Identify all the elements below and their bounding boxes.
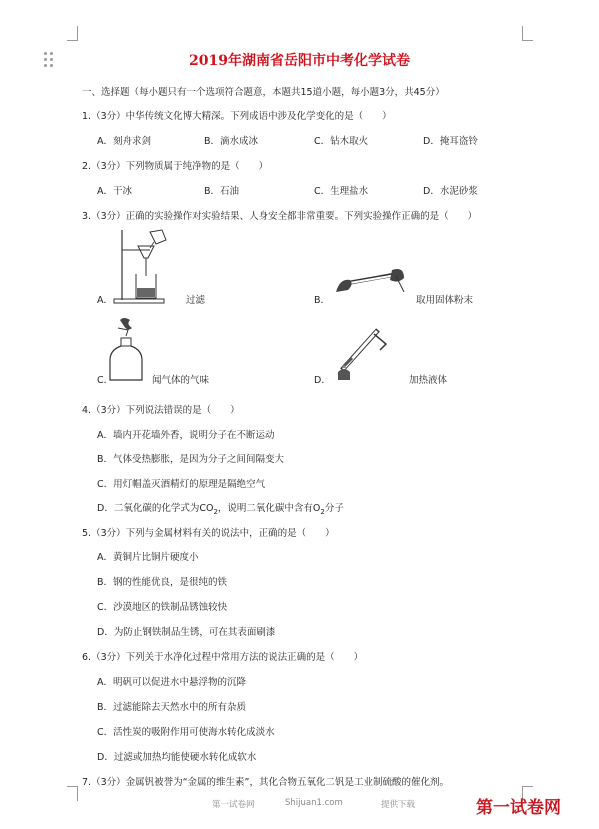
option-d-text: 分子 <box>324 503 344 514</box>
option-c: C．钻木取火 <box>314 136 369 147</box>
option-d <box>97 500 344 516</box>
option-b: B．滴水成冰 <box>204 136 259 147</box>
question-stem: 6.（3分）下列关于水净化过程中常用方法的说法正确的是（ ） <box>82 652 364 663</box>
footer-download-text: 提供下载 <box>381 800 416 810</box>
filtration-apparatus-figure <box>110 228 170 304</box>
section-heading: 一、选择题（每小题只有一个选项符合题意，本题共15道小题，每小题3分，共45分） <box>82 87 445 98</box>
option-c: C．活性炭的吸附作用可使海水转化成淡水 <box>97 727 275 738</box>
option-c: C．沙漠地区的铁制品锈蚀较快 <box>97 602 228 613</box>
heating-liquid-figure <box>334 322 390 384</box>
subscript: 2 <box>213 507 218 516</box>
option-a: A．明矾可以促进水中悬浮物的沉降 <box>97 677 246 688</box>
option-b: B．过滤能除去天然水中的所有杂质 <box>97 702 247 713</box>
option-d: D．掩耳盗铃 <box>423 136 478 147</box>
question-stem: 3.（3分）正确的实验操作对实验结果、人身安全都非常重要。下列实验操作正确的是（ ） <box>82 211 478 222</box>
option-a: A．墙内开花墙外香，说明分子在不断运动 <box>97 430 275 441</box>
option-d: D． <box>314 375 331 386</box>
page-corner-mark <box>67 786 78 801</box>
question-stem: 2.（3分）下列物质属于纯净物的是（ ） <box>82 161 269 172</box>
option-b: B． <box>314 295 331 306</box>
option-a: A． <box>97 295 113 306</box>
question-stem: 7.（3分）金属钒被誉为“金属的维生素”，其化合物五氧化二钒是工业制硫酸的催化剂。 <box>82 777 449 788</box>
option-d: D．过滤或加热均能使硬水转化成软水 <box>97 752 257 763</box>
figure-caption: 取用固体粉末 <box>416 295 474 306</box>
subscript: 2 <box>320 507 325 516</box>
option-d: D．为防止钢铁制品生锈，可在其表面刷漆 <box>97 627 276 638</box>
footer-site-url[interactable]: Shijuan1.com <box>285 798 343 808</box>
question-stem: 1.（3分）中华传统文化博大精深。下列成语中涉及化学变化的是（ ） <box>82 111 392 122</box>
figure-caption: 加热液体 <box>409 375 448 386</box>
option-b: B．石油 <box>204 186 240 197</box>
figure-caption: 闻气体的气味 <box>152 375 210 386</box>
page-corner-mark <box>522 26 533 41</box>
watermark-logo: 第一试卷网 <box>476 798 561 818</box>
option-b: B．钢的性能优良，是很纯的铁 <box>97 577 228 588</box>
option-d: D．水泥砂浆 <box>423 186 478 197</box>
page-title: 2019年湖南省岳阳市中考化学试卷 <box>189 53 410 69</box>
option-c: C．生理盐水 <box>314 186 369 197</box>
option-d-text: D．二氧化碳的化学式为CO <box>97 503 214 514</box>
option-b: B．气体受热膨胀，是因为分子之间间隔变大 <box>97 454 285 465</box>
question-stem: 4.（3分）下列说法错误的是（ ） <box>82 405 240 416</box>
option-c: C．用灯帽盖灭酒精灯的原理是隔绝空气 <box>97 479 266 490</box>
option-a: A．刻舟求剑 <box>97 136 151 147</box>
question-stem: 5.（3分）下列与金属材料有关的说法中，正确的是（ ） <box>82 528 335 539</box>
page-corner-mark <box>67 26 78 41</box>
option-d-text: ，说明二氧化碳中含有O <box>217 503 321 514</box>
option-a: A．干冰 <box>97 186 132 197</box>
powder-test-tube-figure <box>334 262 406 298</box>
option-a: A．黄铜片比铜片硬度小 <box>97 552 199 563</box>
option-c: C． <box>97 375 114 386</box>
footer-site-name: 第一试卷网 <box>212 800 255 810</box>
figure-caption: 过滤 <box>186 295 206 306</box>
